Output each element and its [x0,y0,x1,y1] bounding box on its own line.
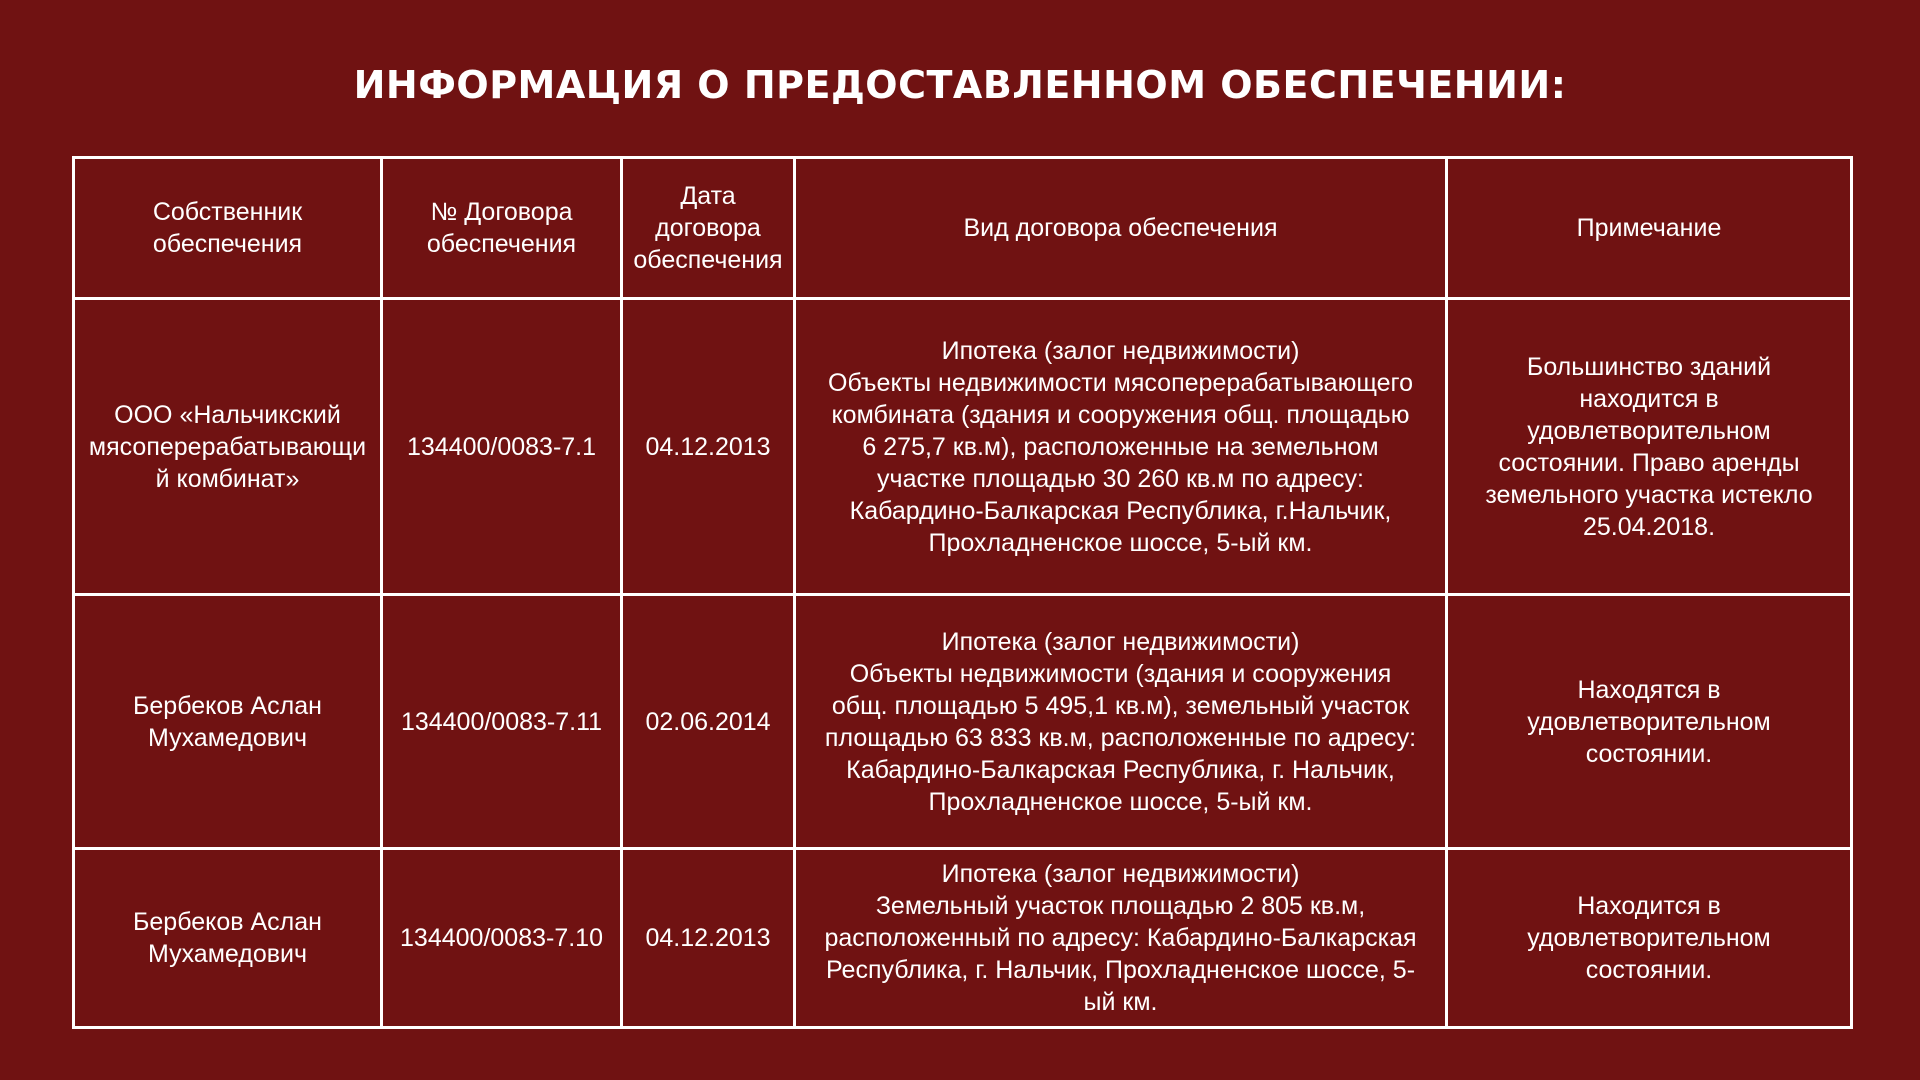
cell-contract-type: Ипотека (залог недвижимости) Объекты недвижимости мясоперерабатывающего комбината (здания и сооружения общ. площадью 6 275,7 кв.м), расположенные на земельном участке площадью 30 260 кв.м по адресу: Кабардино-Балкарская Республика, г.Нальчик, Прохладненское шоссе, 5-ый км. [795,299,1447,595]
cell-note: Находятся в удовлетворительном состоянии. [1447,595,1852,849]
table-row [74,849,1852,1028]
cell-note: Находится в удовлетворительном состоянии. [1447,849,1852,1028]
cell-contract-type: Ипотека (залог недвижимости) Земельный участок площадью 2 805 кв.м, расположенный по адресу: Кабардино-Балкарская Республика, г. Нальчик, Прохладненское шоссе, 5- ый км. [795,849,1447,1028]
cell-owner: ООО «Нальчикский мясоперерабатывающи й комбинат» [74,299,382,595]
header-contract-date: Дата договора обеспечения [622,158,795,299]
table-row [74,595,1852,849]
cell-contract-number: 134400/0083-7.10 [382,849,622,1028]
cell-owner: Бербеков Аслан Мухамедович [74,595,382,849]
cell-contract-type: Ипотека (залог недвижимости) Объекты недвижимости (здания и сооружения общ. площадью 5 495,1 кв.м), земельный участок площадью 63 833 кв.м, расположенные по адресу: Кабардино-Балкарская Республика, г. Нальчик, Прохладненское шоссе, 5-ый км. [795,595,1447,849]
header-contract-number: № Договора обеспечения [382,158,622,299]
header-contract-type: Вид договора обеспечения [795,158,1447,299]
page-title: ИНФОРМАЦИЯ О ПРЕДОСТАВЛЕННОМ ОБЕСПЕЧЕНИИ: [353,63,1567,107]
cell-note: Большинство зданий находится в удовлетворительном состоянии. Право аренды земельного участка истекло 25.04.2018. [1447,299,1852,595]
header-note: Примечание [1447,158,1852,299]
cell-contract-number: 134400/0083-7.1 [382,299,622,595]
collateral-table [72,156,1853,1029]
table-header-row [74,158,1852,299]
cell-contract-number: 134400/0083-7.11 [382,595,622,849]
table-row [74,299,1852,595]
cell-contract-date: 04.12.2013 [622,849,795,1028]
header-owner: Собственник обеспечения [74,158,382,299]
cell-contract-date: 04.12.2013 [622,299,795,595]
cell-contract-date: 02.06.2014 [622,595,795,849]
cell-owner: Бербеков Аслан Мухамедович [74,849,382,1028]
